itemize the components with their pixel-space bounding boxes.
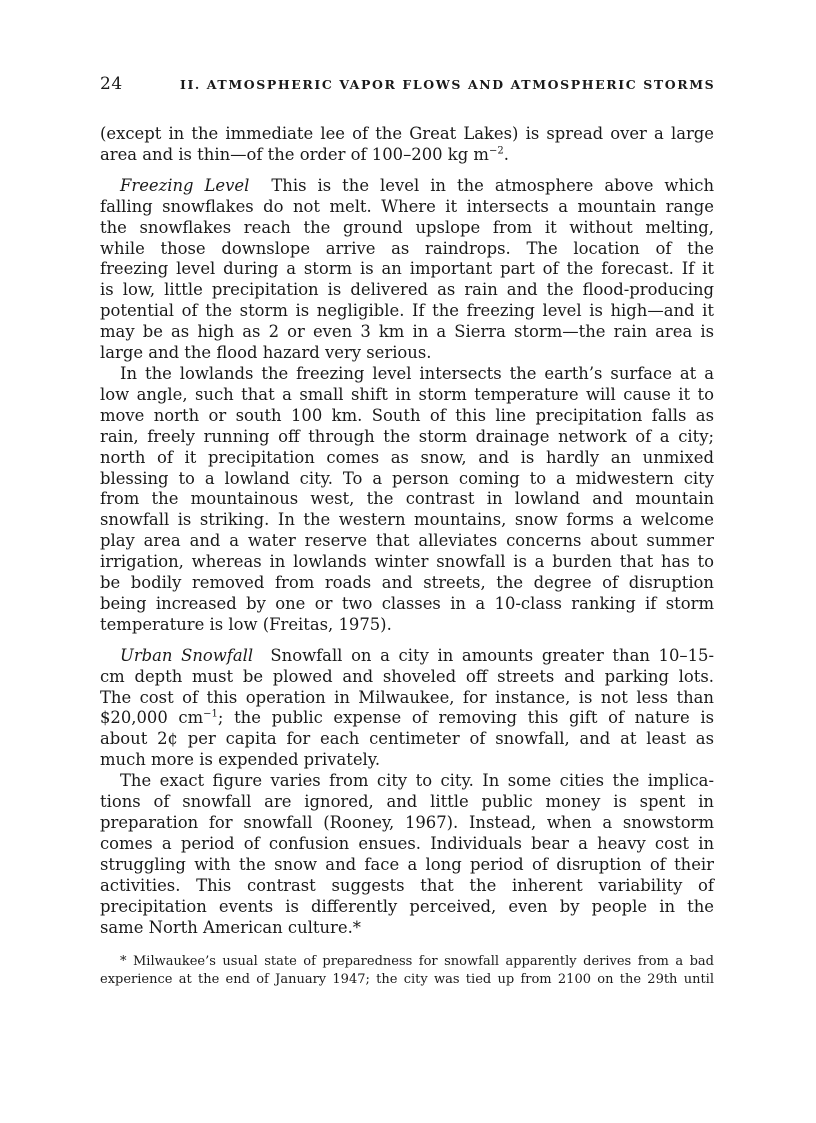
- paragraph-freezing-level: [100, 176, 714, 364]
- page-number: 24: [100, 74, 123, 94]
- run-in-heading: Freezing Level: [120, 175, 250, 195]
- text-line: about 2¢ per capita for each centimeter of snowfall, and at least as: [100, 729, 714, 749]
- superscript: −1: [203, 709, 218, 720]
- text-line: (except in the immediate lee of the Great Lakes) is spread over a large: [100, 124, 714, 143]
- paragraph-lowlands: [100, 364, 714, 636]
- text-line: precipitation events is differently perceived, even by people in the: [100, 896, 714, 916]
- text-line: cm depth must be plowed and shoveled off streets and parking lots.: [100, 666, 714, 686]
- text-line: is low, little precipitation is delivered as rain and the flood-producing: [100, 280, 714, 300]
- text-line: snowfall is striking. In the western mountains, snow forms a welcome: [100, 510, 714, 530]
- text-line: struggling with the snow and face a long period of disruption of their: [100, 854, 714, 874]
- text-line: may be as high as 2 or even 3 km in a Sierra storm—the rain area is: [100, 322, 714, 342]
- text-line: In the lowlands the freezing level intersects the earth’s surface at a: [120, 363, 714, 383]
- text-line: The exact figure varies from city to city. In some cities the implica-: [120, 771, 714, 791]
- footnote-line: experience at the end of January 1947; the city was tied up from 2100 on the 29th until: [100, 972, 714, 987]
- text-line: $20,000 $cm^{-1}$; the public expense of removing this gift of nature is: [100, 708, 714, 728]
- text-line: being increased by one or two classes in a 10-class ranking if storm: [100, 593, 714, 613]
- text-line: move north or south 100 km. South of this line precipitation falls as: [100, 405, 714, 425]
- text-line: preparation for snowfall (Rooney, 1967). Instead, when a snowstorm: [100, 813, 714, 832]
- text-line: much more is expended privately.: [100, 750, 381, 770]
- body-text: [100, 124, 714, 938]
- text-line: blessing to a lowland city. To a person coming to a midwestern city: [100, 468, 714, 488]
- text-line: tions of snowfall are ignored, and little public money is spent in: [100, 792, 714, 812]
- text-line: be bodily removed from roads and streets, the degree of disruption: [100, 573, 714, 593]
- text-line: rain, freely running off through the storm drainage network of a city;: [100, 426, 714, 446]
- text-line: play area and a water reserve that alleviates concerns about summer: [100, 531, 714, 551]
- text-line: the snowflakes reach the ground upslope from it without melting,: [100, 217, 714, 237]
- text-line: falling snowflakes do not melt. Where it intersects a mountain range: [100, 196, 714, 216]
- text-line: temperature is low (Freitas, 1975).: [100, 614, 392, 634]
- text-line: activities. This contrast suggests that the inherent variability of: [100, 875, 714, 895]
- run-in-heading: Urban Snowfall: [120, 645, 254, 665]
- text-line: area and is thin—of the order of 100–200 kg $m^{-2}$.: [100, 144, 509, 164]
- footnote: [100, 953, 714, 989]
- superscript: −2: [488, 145, 504, 157]
- text-line: potential of the storm is negligible. If the freezing level is high—and it: [100, 301, 714, 321]
- paragraph-exact-figure: [100, 771, 714, 938]
- text-line: Urban Snowfall Snowfall on a city in amounts greater than 10–15-: [120, 645, 714, 665]
- text-line: The cost of this operation in Milwaukee, for instance, is not less than: [100, 687, 714, 707]
- page-header: [100, 74, 720, 96]
- text-line: Freezing Level This is the level in the atmosphere above which: [120, 175, 714, 195]
- text-line: from the mountainous west, the contrast in lowland and mountain: [100, 489, 714, 509]
- text-line: freezing level during a storm is an important part of the forecast. If it: [100, 259, 714, 279]
- text-line: north of it precipitation comes as snow, and is hardly an unmixed: [100, 447, 714, 467]
- footnote-line: * Milwaukee’s usual state of preparedness for snowfall apparently derives from a bad: [120, 954, 714, 969]
- paragraph-continuation: [100, 124, 714, 166]
- text-line: same North American culture.*: [100, 917, 361, 937]
- text-line: comes a period of confusion ensues. Individuals bear a heavy cost in: [100, 833, 714, 853]
- text-line: irrigation, whereas in lowlands winter snowfall is a burden that has to: [100, 552, 714, 572]
- text-line: low angle, such that a small shift in storm temperature will cause it to: [100, 384, 714, 404]
- running-head: II. ATMOSPHERIC VAPOR FLOWS AND ATMOSPHERIC STORMS: [180, 77, 716, 92]
- text-line: large and the flood hazard very serious.: [100, 343, 432, 363]
- text-line: while those downslope arrive as raindrops. The location of the: [100, 238, 714, 258]
- paragraph-urban-snowfall: [100, 646, 714, 771]
